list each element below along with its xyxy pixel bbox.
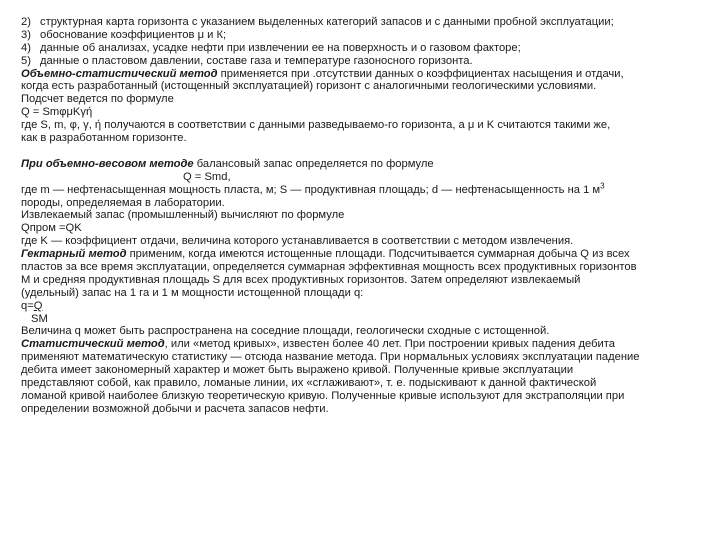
method-term: При объемно-весовом методе [21, 157, 194, 170]
paragraph-line: ломаной кривой наиболее близкую теоретическую кривую. Полученные кривые используют для экстраполяции при [21, 389, 625, 402]
paragraph-text: где m — нефтенасыщенная мощность пласта, м; S — продуктивная площадь; d — нефтенасыщенность на 1 м [21, 183, 601, 196]
list-item [21, 29, 703, 42]
list-text: данные об анализах, усадке нефти при извлечении ее на поверхность и о газовом факторе; [40, 41, 521, 54]
paragraph-text: применим, когда имеются истощенные площади. Подсчитывается суммарная добыча Q из всех [126, 248, 630, 261]
paragraph-line: как в разработанном горизонте. [21, 132, 187, 145]
paragraph-line: Величина q может быть распространена на соседние площади, геологически сходные с истощенной. [21, 325, 550, 338]
paragraph-line: представляют собой, как правило, ломаные линии, их «сглаживают», т. е. подыскивают к данной фактической [21, 377, 597, 390]
method-term: Статистический метод [21, 338, 165, 351]
list-item [21, 55, 703, 68]
list-number: 3) [21, 28, 31, 41]
list-text: обоснование коэффициентов μ и К; [40, 28, 227, 41]
formula: Q = Smd, [183, 170, 231, 183]
paragraph-line: пластов за все время эксплуатации, определяется суммарная эффективная мощность всех продуктивных горизонтов [21, 261, 637, 274]
method-term: Гектарный метод [21, 248, 127, 261]
document-text [21, 16, 703, 416]
statistical-section [21, 338, 703, 415]
list-text: данные о пластовом давлении, составе газа и температуре газоносного горизонта. [40, 54, 473, 67]
hectare-section [21, 248, 703, 338]
paragraph-line: Извлекаемый запас (промышленный) вычисляют по формуле [21, 209, 345, 222]
list-text: структурная карта горизонта с указанием выделенных категорий запасов и с данными пробной эксплуатации; [40, 16, 614, 28]
list-number: 2) [21, 16, 31, 28]
paragraph-line: когда есть разработанный (истощенный эксплуатацией) горизонт с аналогичными геологическими условиями. [21, 80, 597, 93]
formula-numerator: Q [33, 299, 43, 312]
paragraph-text: применяется при .отсутствии данных о коэффициентах насыщения и отдачи, [217, 67, 624, 80]
volumetric-statistical-section [21, 68, 703, 145]
formula-numerator-line [21, 300, 703, 313]
list-item [21, 42, 703, 55]
requirements-list [21, 16, 703, 68]
list-item [21, 16, 703, 29]
paragraph-text: , или «метод кривых», известен более 40 лет. При построении кривых падения дебита [164, 338, 616, 351]
spacer [21, 145, 703, 158]
formula: Q = SmφμKγή [21, 106, 93, 119]
paragraph-line: породы, определяемая в лаборатории. [21, 196, 225, 209]
paragraph-line: определении возможной добычи и расчета запасов нефти. [21, 402, 329, 415]
list-number: 5) [21, 54, 31, 67]
formula: Qпром =QK [21, 222, 82, 235]
formula-denominator: SM [31, 312, 48, 325]
paragraph-text: балансовый запас определяется по формуле [193, 157, 434, 170]
paragraph-line: где S, m, φ, γ, ή получаются в соответствии с данными разведываемо-го горизонта, а μ и K считаются такими же, [21, 119, 611, 132]
superscript: 3 [600, 180, 605, 190]
paragraph-line: M и средняя продуктивная площадь S для всех продуктивных горизонтов. Затем определяют извлекаемый [21, 273, 581, 286]
method-term: Объемно-статистический метод [21, 67, 218, 80]
paragraph-line: применяют математическую статистику — отсюда название метода. При нормальных условиях эксплуатации падение [21, 351, 640, 364]
paragraph-line: Подсчет ведется по формуле [21, 93, 174, 106]
list-number: 4) [21, 41, 31, 54]
paragraph-line: дебита имеет закономерный характер и может быть выражено кривой. Полученные кривые эксплуатации [21, 364, 574, 377]
paragraph-line: где K — коэффициент отдачи, величина которого устанавливается в соответствии с методом извлечения. [21, 235, 574, 248]
volume-weight-section [21, 158, 703, 248]
formula-prefix: q= [21, 299, 34, 312]
paragraph-line: (удельный) запас на 1 га и 1 м мощности истощенной площади q: [21, 286, 364, 299]
